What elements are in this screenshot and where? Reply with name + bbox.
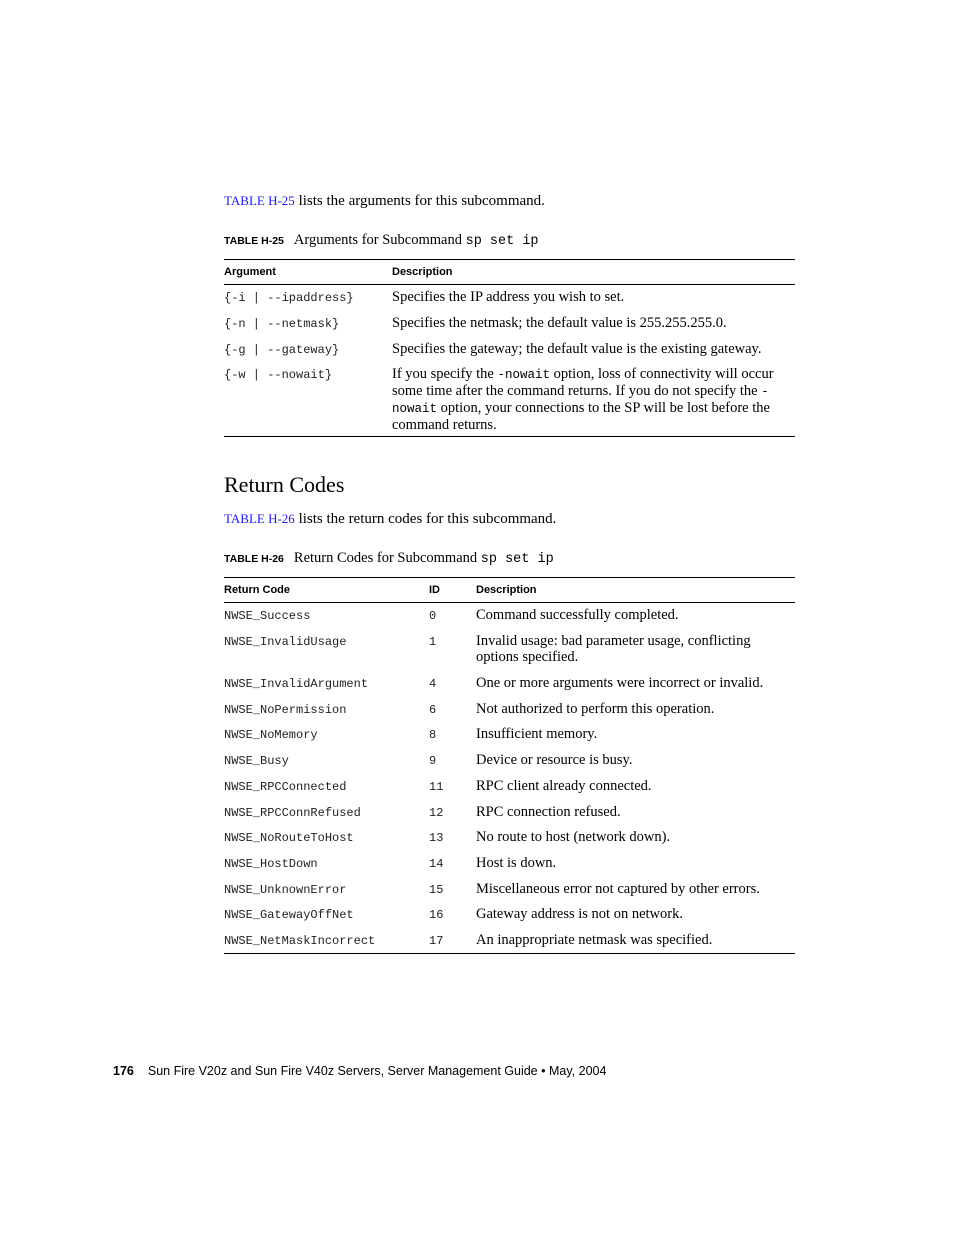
return-code-cell: NWSE_RPCConnected bbox=[224, 780, 347, 794]
table-title: Return Codes for Subcommand bbox=[293, 550, 481, 566]
table-h25-caption bbox=[224, 231, 539, 251]
id-cell: 6 bbox=[429, 703, 437, 717]
return-code-cell: NWSE_NoRouteToHost bbox=[224, 831, 354, 845]
return-code-cell: NWSE_InvalidUsage bbox=[224, 635, 347, 649]
id-cell: 12 bbox=[429, 806, 444, 820]
nowait-option: -nowait bbox=[392, 385, 769, 416]
description-cell: Specifies the netmask; the default value is 255.255.255.0. bbox=[392, 315, 727, 331]
id-cell: 9 bbox=[429, 754, 437, 768]
page-footer bbox=[113, 1064, 606, 1078]
table-h26-link[interactable]: TABLE H-26 bbox=[224, 511, 295, 526]
return-code-cell: NWSE_Busy bbox=[224, 754, 289, 768]
description-cell: RPC connection refused. bbox=[476, 804, 621, 820]
footer-bullet: • bbox=[541, 1064, 546, 1078]
description-cell: Command successfully completed. bbox=[476, 607, 679, 623]
description-cell: Miscellaneous error not captured by other errors. bbox=[476, 881, 760, 897]
argument-cell: {-i | --ipaddress} bbox=[224, 291, 354, 305]
description-cell: Invalid usage: bad parameter usage, conflicting options specified. bbox=[476, 633, 751, 665]
page-number: 176 bbox=[113, 1064, 134, 1078]
return-code-cell: NWSE_NetMaskIncorrect bbox=[224, 934, 376, 948]
column-header-id: ID bbox=[429, 584, 440, 596]
description-cell: Specifies the gateway; the default value is the existing gateway. bbox=[392, 341, 762, 357]
description-cell: RPC client already connected. bbox=[476, 778, 652, 794]
description-text: option, loss of connectivity will occur some time after the command returns. If you do not specify the bbox=[392, 366, 774, 399]
table-bottom-rule bbox=[224, 953, 795, 954]
table-number: TABLE H-25 bbox=[224, 235, 284, 247]
table-title: Arguments for Subcommand bbox=[293, 232, 466, 248]
table-command: sp set ip bbox=[480, 552, 554, 567]
table-h25-link[interactable]: TABLE H-25 bbox=[224, 193, 295, 208]
return-code-cell: NWSE_NoPermission bbox=[224, 703, 347, 717]
description-cell bbox=[392, 366, 787, 433]
argument-cell: {-g | --gateway} bbox=[224, 343, 340, 357]
description-cell: Specifies the IP address you wish to set. bbox=[392, 289, 625, 305]
return-code-cell: NWSE_NoMemory bbox=[224, 728, 318, 742]
return-code-cell: NWSE_Success bbox=[224, 609, 311, 623]
id-cell: 4 bbox=[429, 677, 437, 691]
intro-paragraph-table-h25 bbox=[224, 192, 545, 210]
id-cell: 14 bbox=[429, 857, 444, 871]
id-cell: 16 bbox=[429, 908, 444, 922]
return-code-cell: NWSE_GatewayOffNet bbox=[224, 908, 354, 922]
description-cell: An inappropriate netmask was specified. bbox=[476, 932, 713, 948]
table-top-rule bbox=[224, 577, 795, 578]
footer-date: May, 2004 bbox=[549, 1064, 607, 1078]
argument-cell: {-w | --nowait} bbox=[224, 368, 333, 382]
table-number: TABLE H-26 bbox=[224, 553, 284, 565]
intro-text: lists the return codes for this subcommand. bbox=[294, 511, 557, 527]
id-cell: 8 bbox=[429, 728, 437, 742]
column-header-description: Description bbox=[476, 584, 537, 596]
nowait-option: -nowait bbox=[497, 368, 551, 382]
table-h26-caption bbox=[224, 549, 554, 569]
description-cell: Insufficient memory. bbox=[476, 726, 598, 742]
return-code-cell: NWSE_UnknownError bbox=[224, 883, 347, 897]
table-top-rule bbox=[224, 259, 795, 260]
id-cell: 13 bbox=[429, 831, 444, 845]
description-text: If you specify the bbox=[392, 366, 498, 382]
id-cell: 0 bbox=[429, 609, 437, 623]
description-text: option, your connections to the SP will be lost before the command returns. bbox=[392, 400, 770, 433]
table-bottom-rule bbox=[224, 436, 795, 437]
description-cell: One or more arguments were incorrect or invalid. bbox=[476, 675, 764, 691]
description-cell: Gateway address is not on network. bbox=[476, 906, 683, 922]
return-code-cell: NWSE_InvalidArgument bbox=[224, 677, 369, 691]
footer-book-title: Sun Fire V20z and Sun Fire V40z Servers, Server Management Guide bbox=[147, 1064, 538, 1078]
table-header-rule bbox=[224, 602, 795, 603]
id-cell: 17 bbox=[429, 934, 444, 948]
description-cell: No route to host (network down). bbox=[476, 829, 671, 845]
section-heading: Return Codes bbox=[224, 472, 345, 497]
description-cell: Not authorized to perform this operation. bbox=[476, 701, 715, 717]
id-cell: 15 bbox=[429, 883, 444, 897]
id-cell: 11 bbox=[429, 780, 444, 794]
table-header-rule bbox=[224, 284, 795, 285]
intro-paragraph-table-h26 bbox=[224, 510, 556, 528]
description-cell: Device or resource is busy. bbox=[476, 752, 633, 768]
column-header-return-code: Return Code bbox=[224, 584, 290, 596]
intro-text: lists the arguments for this subcommand. bbox=[294, 193, 545, 209]
column-header-argument: Argument bbox=[224, 266, 276, 278]
argument-cell: {-n | --netmask} bbox=[224, 317, 340, 331]
description-cell: Host is down. bbox=[476, 855, 557, 871]
column-header-description: Description bbox=[392, 266, 453, 278]
id-cell: 1 bbox=[429, 635, 437, 649]
return-code-cell: NWSE_RPCConnRefused bbox=[224, 806, 361, 820]
return-code-cell: NWSE_HostDown bbox=[224, 857, 318, 871]
table-command: sp set ip bbox=[465, 234, 539, 249]
